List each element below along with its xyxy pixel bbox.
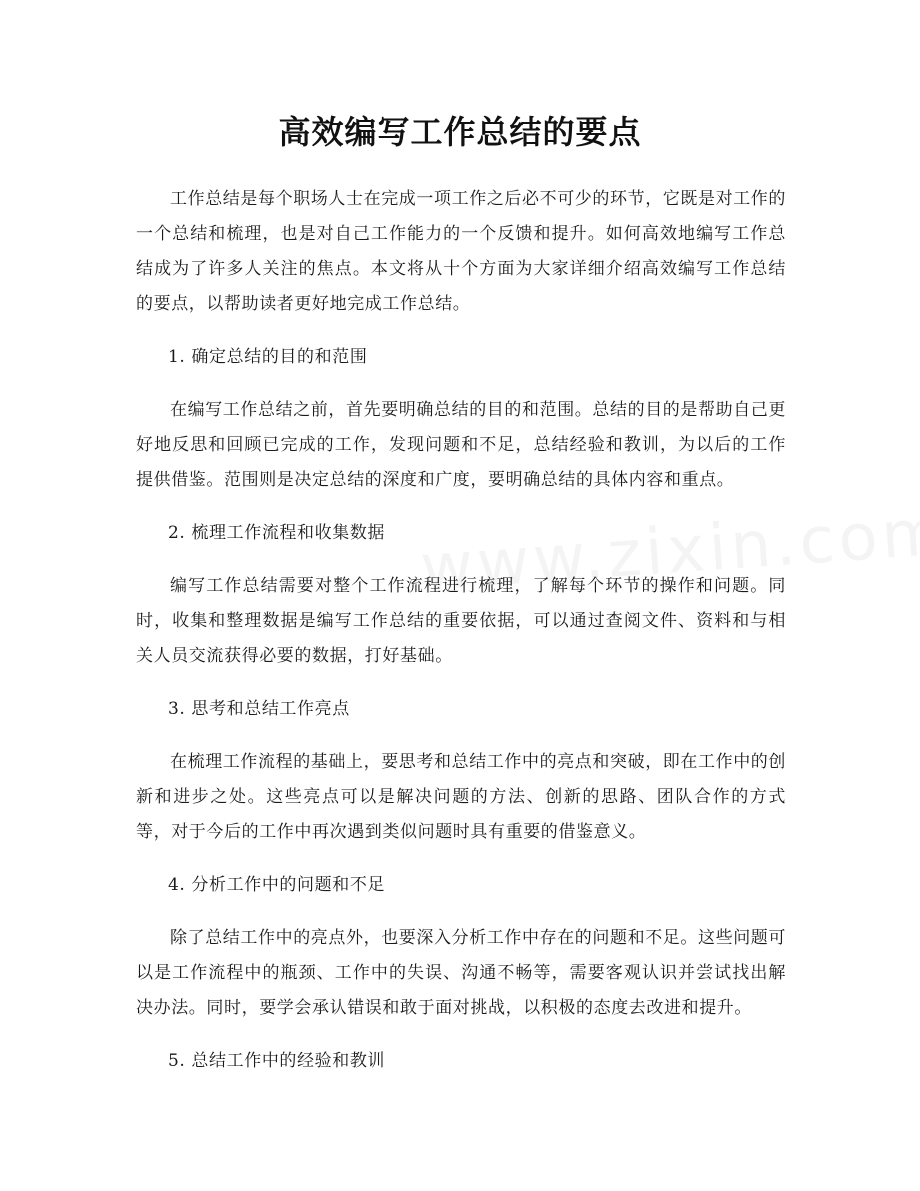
section-1-body: 在编写工作总结之前，首先要明确总结的目的和范围。总结的目的是帮助自己更好地反思和回顾已完成的工作，发现问题和不足，总结经验和教训，为以后的工作提供借鉴。范围则是决定总结的深度和广度，要明确总结的具体内容和重点。 [136,400,786,490]
intro-paragraph: 工作总结是每个职场人士在完成一项工作之后必不可少的环节，它既是对工作的一个总结和梳理，也是对自己工作能力的一个反馈和提升。如何高效地编写工作总结成为了许多人关注的焦点。本文将从十个方面为大家详细介绍高效编写工作总结的要点，以帮助读者更好地完成工作总结。 [136,189,786,314]
section-4-heading: 4. 分析工作中的问题和不足 [168,875,386,895]
document-body [136,182,786,1097]
section-5-heading: 5. 总结工作中的经验和教训 [168,1051,386,1071]
section-1-heading: 1. 确定总结的目的和范围 [168,347,368,367]
section-4-body: 除了总结工作中的亮点外，也要深入分析工作中存在的问题和不足。这些问题可以是工作流程中的瓶颈、工作中的失误、沟通不畅等，需要客观认识并尝试找出解决办法。同时，要学会承认错误和敢于面对挑战，以积极的态度去改进和提升。 [136,928,786,1018]
document-title: 高效编写工作总结的要点 [278,113,642,151]
section-3-body: 在梳理工作流程的基础上，要思考和总结工作中的亮点和突破，即在工作中的创新和进步之处。这些亮点可以是解决问题的方法、创新的思路、团队合作的方式等，对于今后的工作中再次遇到类似问题时具有重要的借鉴意义。 [136,752,786,842]
section-2-body: 编写工作总结需要对整个工作流程进行梳理，了解每个环节的操作和问题。同时，收集和整理数据是编写工作总结的重要依据，可以通过查阅文件、资料和与相关人员交流获得必要的数据，打好基础。 [136,576,786,666]
section-3-heading: 3. 思考和总结工作亮点 [168,699,350,719]
section-2-heading: 2. 梳理工作流程和收集数据 [168,523,386,543]
